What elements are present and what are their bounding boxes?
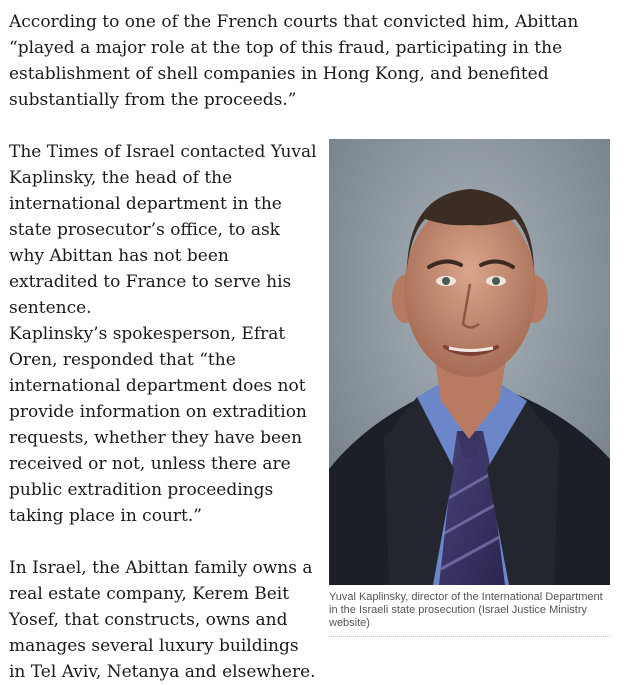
article-paragraph-2: The Times of Israel contacted Yuval Kaplinsky, the head of the international department in the state prosecutor’s office, to ask why Abittan has not been extradited to France to serve his sentence.: [9, 142, 317, 318]
article-paragraph-3: Kaplinsky’s spokesperson, Efrat Oren, responded that “the international department does not provide information on extradition requests, whether they have been received or not, unless there are public extradition proceedings taking place in court.”: [9, 324, 307, 526]
article-figure: [329, 139, 610, 637]
article-paragraph-4: In Israel, the Abittan family owns a real estate company, Kerem Beit Yosef, that constructs, owns and manages several luxury buildings in Tel Aviv, Netanya and elsewhere.: [9, 558, 316, 682]
photo-caption: Yuval Kaplinsky, director of the International Department in the Israeli state prosecution (Israel Justice Ministry website): [329, 591, 610, 637]
article-paragraph-1: According to one of the French courts that convicted him, Abittan “played a major role at the top of this fraud, participating in the establishment of shell companies in Hong Kong, and benefited substantially from the proceeds.”: [9, 12, 579, 110]
portrait-photo: [329, 139, 610, 585]
